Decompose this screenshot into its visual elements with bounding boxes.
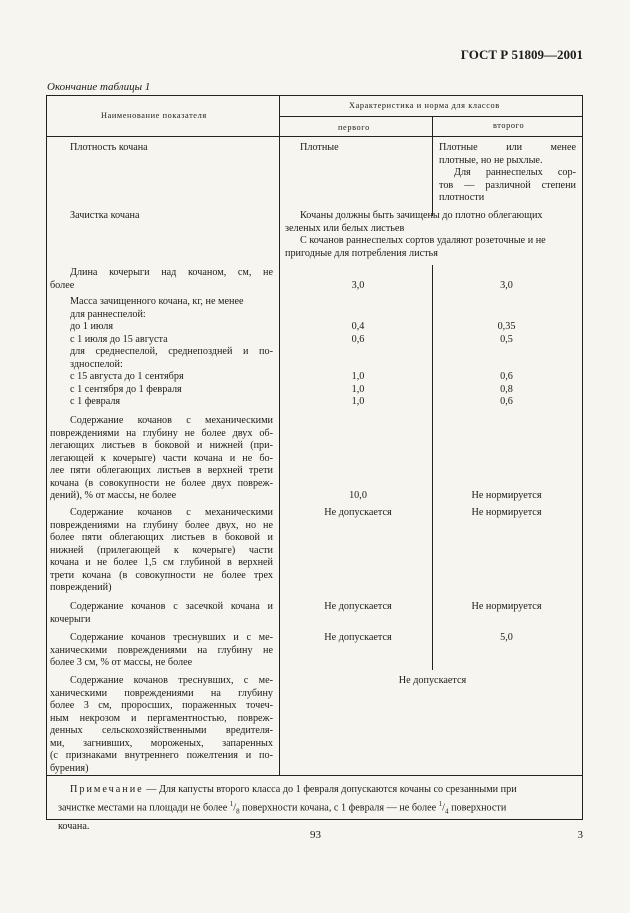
header-class-group: Характеристика и норма для классов (349, 101, 500, 110)
note-frac1-num: 1 (229, 800, 234, 808)
row-cracked-deep-name-l4: ным некрозом и пергаментностью, повреж- (50, 712, 273, 724)
subheader-rule (279, 116, 583, 117)
row-cracked-shallow-name-l1: Содержание кочанов треснувших и с ме- (70, 632, 273, 643)
row-density-second-l1: Плотные или менее (439, 142, 576, 153)
note-text-e: кочана. (58, 821, 90, 833)
note-frac1-den: 8 (236, 807, 240, 816)
row-damage-shallow-name-l2: повреждениями на глубину не более двух об- (50, 427, 273, 439)
row-cracked-shallow-second: 5,0 (500, 632, 513, 643)
row-density-second-l3: Для раннеспелых сор- (454, 167, 576, 178)
row-density-second-l4: тов — различной степени (439, 179, 576, 191)
row-damage-deep-name-l7: повреждений) (50, 582, 112, 593)
row-notch-first: Не допускается (324, 601, 392, 612)
row-mass-name-l7: с 15 августа до 1 сентября (70, 371, 184, 382)
row-damage-deep-name-l1: Содержание кочанов с механическими (70, 507, 273, 518)
row-density-second-l2: плотные, но не рыхлые. (439, 154, 543, 166)
row-damage-deep-name-l5: кочана и не более 1,5 см глубиной в верхней (50, 557, 273, 568)
note-frac2-den: 4 (445, 807, 449, 816)
row-damage-deep-name-l3: более пяти облегающих листьев в боковой и (50, 532, 273, 543)
row-damage-deep-first: Не допускается (324, 507, 392, 518)
row-stalk-name-l1: Длина кочерыги над кочаном, см, не (70, 267, 273, 278)
row-cracked-deep-name-l7: (с признаками внутреннего пожелтения и по- (50, 750, 273, 761)
row-density-second-l5: плотности (439, 192, 485, 203)
header-bottom-rule (46, 136, 583, 137)
note-text-b: зачистке местами на площади не более (58, 802, 230, 814)
table-top-border (46, 95, 583, 96)
row-density-first: Плотные (300, 142, 339, 153)
row-mass-second-5: 0,6 (500, 396, 513, 407)
row-damage-shallow-name-l7: дений), % от массы, не более (50, 490, 177, 501)
row-damage-deep-second: Не нормируется (471, 507, 542, 518)
note-text-d: поверхности (448, 802, 507, 814)
name-column-divider (279, 95, 280, 775)
header-first-class: первого (338, 123, 370, 132)
note-line-1 (48, 782, 582, 797)
row-damage-shallow-name-l6: кочана (в совокупности не более двух повреж- (50, 477, 273, 489)
row-damage-deep-name-l4: нижней (прилегающей к кочерыге) части (50, 544, 273, 556)
row-mass-name-l8: с 1 сентября до 1 февраля (70, 383, 182, 395)
note-line-2: зачистке местами на площади не более $^1/_8$ поверхности кочана, с 1 февраля — не более $^1/_4$ поверхности (58, 800, 507, 816)
page-side-number: 3 (577, 829, 583, 841)
row-mass-first-1: 0,4 (351, 321, 365, 332)
row-mass-first-5: 1,0 (351, 396, 365, 407)
standard-number: ГОСТ Р 51809—2001 (460, 47, 583, 62)
header-name: Наименование показателя (101, 111, 207, 120)
table-right-border (582, 95, 583, 820)
row-cleaning-merged-l1: Кочаны должны быть зачищены до плотно облегающих (300, 210, 543, 221)
quality-table (46, 95, 583, 833)
row-cleaning-name: Зачистка кочана (70, 210, 140, 221)
row-cracked-deep-name-l5: денных сельскохозяйственными вредителя- (50, 725, 273, 736)
note-label: Примечание (70, 784, 144, 795)
row-damage-shallow-first: 10,0 (349, 490, 367, 501)
row-damage-deep-name-l2: повреждениями на глубину более двух, но не (50, 519, 273, 531)
row-mass-first-4: 1,0 (351, 383, 365, 395)
table-caption: Окончание таблицы 1 (47, 81, 151, 93)
row-damage-shallow-name-l4: легающей к кочерыге) части кочана и не бо- (50, 452, 273, 464)
page-number: 93 (310, 829, 321, 841)
row-cleaning-merged-l2: зеленых или белых листьев (285, 222, 405, 234)
row-mass-name-l2: для раннеспелой: (70, 308, 146, 320)
row-density-name: Плотность кочана (70, 142, 148, 153)
row-cracked-deep-name-l6: ми, загнивших, мороженых, запаренных (50, 737, 273, 749)
row-damage-deep-name-l6: трети кочана (в совокупности не более трех (50, 569, 273, 581)
row-mass-name-l4: с 1 июля до 15 августа (70, 333, 168, 345)
row-cracked-deep-merged: Не допускается (398, 675, 467, 686)
row-cracked-shallow-name-l3: более 3 см, % от массы, не более (50, 657, 193, 668)
row-cracked-deep-name-l3: более 3 см, проросших, пораженных точеч- (50, 700, 273, 711)
row-cracked-shallow-name-l2: ханическими повреждениями на глубину не (50, 644, 273, 656)
row-mass-first-3: 1,0 (351, 371, 365, 382)
row-mass-name-l9: с 1 февраля (70, 396, 121, 407)
note-rule (46, 775, 583, 776)
table-note (48, 782, 582, 834)
row-damage-shallow-second: Не нормируется (471, 490, 542, 501)
row-mass-name-l6: здноспелой: (70, 358, 123, 370)
row-notch-name-l2: кочерыги (50, 613, 91, 625)
row-mass-second-2: 0,5 (500, 333, 513, 345)
note-frac2-num: 1 (438, 800, 443, 808)
row-stalk-second: 3,0 (500, 279, 513, 291)
row-cracked-deep-name-l2: ханическими повреждениями на глубину (50, 687, 273, 699)
row-mass-second-1: 0,35 (497, 321, 516, 332)
row-notch-name-l1: Содержание кочанов с засечкой кочана и (70, 601, 273, 612)
row-cracked-shallow-first: Не допускается (324, 632, 392, 643)
row-mass-name-l5: для среднеспелой, среднепоздней и по- (70, 346, 273, 357)
row-mass-second-3: 0,6 (500, 371, 513, 382)
row-cleaning-merged-l3: С кочанов раннеспелых сортов удаляют розеточные и не (300, 235, 546, 246)
row-cleaning-merged-l4: пригодные для потребления листья (285, 247, 438, 259)
row-mass-name-l1: Масса зачищенного кочана, кг, не менее (70, 296, 244, 307)
row-damage-shallow-name-l5: лее пяти облегающих листьев в верхней трети (50, 465, 273, 476)
row-stalk-first: 3,0 (351, 279, 365, 291)
row-damage-shallow-name-l1: Содержание кочанов с механическими (70, 415, 273, 426)
row-mass-first-2: 0,6 (351, 333, 365, 345)
header-second-class: второго (493, 121, 525, 130)
row-cracked-deep-name-l1: Содержание кочанов треснувших, с ме- (70, 675, 273, 686)
class-column-divider-top (432, 116, 433, 216)
row-damage-shallow-name-l3: легающих листьев в боковой и нижней (при- (50, 440, 273, 451)
note-text-c: поверхности кочана, с 1 февраля — не более (239, 802, 439, 814)
row-stalk-name-l2: более (50, 279, 75, 291)
row-cracked-deep-name-l8: бурения) (50, 762, 89, 774)
row-mass-second-4: 0,8 (500, 383, 513, 395)
table-left-border (46, 95, 47, 820)
note-text-a: — Для капусты второго класса до 1 февраля допускаются кочаны со срезанными при (143, 784, 517, 795)
row-notch-second: Не нормируется (471, 601, 542, 612)
row-mass-name-l3: до 1 июля (70, 321, 114, 332)
